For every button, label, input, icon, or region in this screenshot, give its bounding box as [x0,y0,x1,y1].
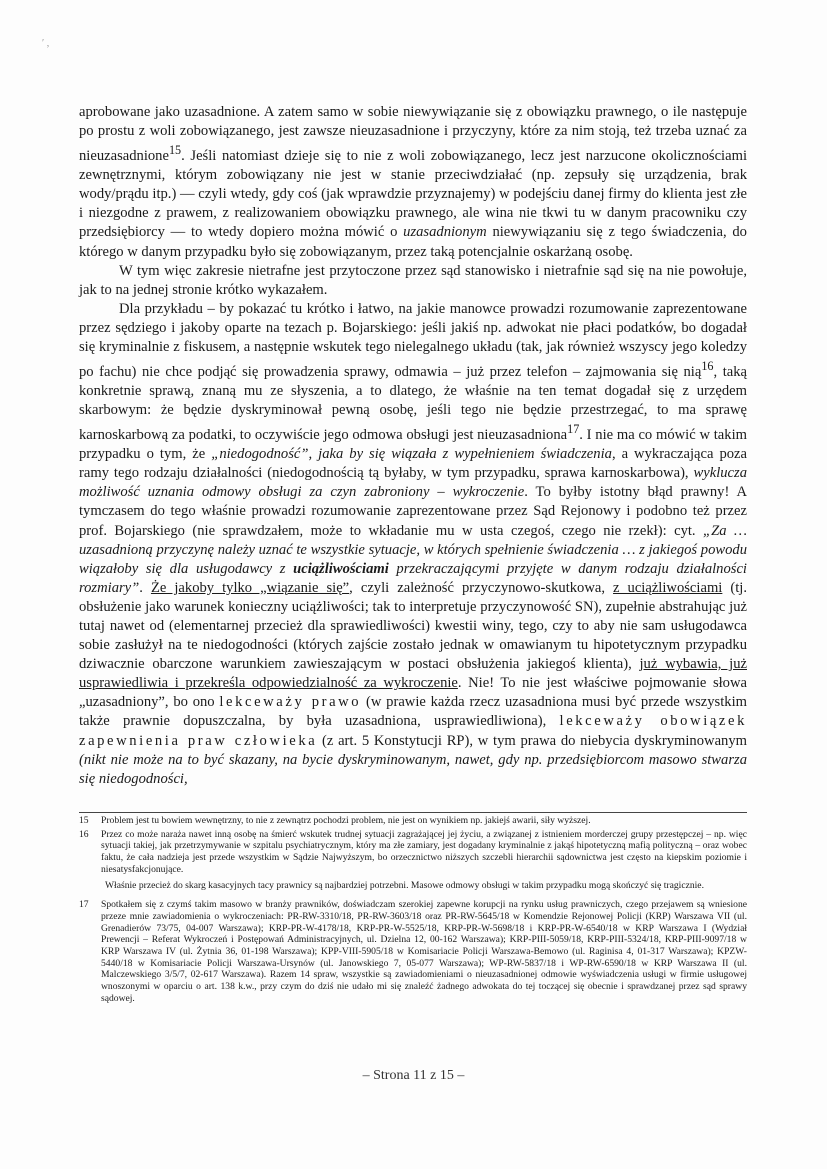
footnote-15 [79,815,747,827]
footnote-number: 17 [79,899,89,911]
footnote-number: 15 [79,815,89,826]
text-run: (z art. 5 Konstytucji RP), w tym prawa do niebycia dyskryminowanym [317,732,747,749]
footnote-paragraph: Spotkałem się z czymś takim masowo w branży prawników, doświadczam szerokiej zapewne korupcji na rynku usług prawniczych, czego przejawem są wniesione przeze mnie zawiadomienia o wykroczeniach: PR-RW-3310/18, PR-RW-3603/18 oraz PR-RW-5645/18 w Komendzie Rejonowej Policji (KRP) Warszawa VII (ul. Grenadierów 73/75, 04-007 Warszawa); KRP-PR-W-4178/18, KRP-PR-W-5525/18, KRP-PR-W-5698/18 i KRP-PR-W-6540/18 w KRP Warszawa I (Wydział Prewencji – Referat Wykroczeń i Postępowań Administracyjnych, ul. Dzielna 12, 00-162 Warszawa); KRP-PIII-5059/18, KRP-PIII-5324/18, KRP-PIII-9097/18 w KRP Warszawa IV (ul. Żytnia 36, 01-198 Warszawa); KPP-VIII-5905/18 w Komisariacie Policji Warszawa-Bemowo (ul. Raginisa 4, 01-317 Warszawa); KPZW-5440/18 w Komisariacie Policji Warszawa-Ursynów (ul. Janowskiego 7, 05-077 Warszawa); WP-RW-5837/18 i WP-RW-6590/18 w KRP Warszawa II (ul. Malczewskiego 3/5/7, 02-617 Warszawa). Razem 14 spraw, wszystkie są zawiadomieniami o nieuzasadnionej odmowie wyświadczenia usługi w firmie usługowej wnoszonymi w oparciu o art. 138 k.w., przy czym do dziś nie udało mi się znaleźć żadnego adwokata do tej toczącej się obecnie i sprawdzanej przez sąd sprawy sądowej. [101,899,747,1004]
text-run: , a wykraczająca poza ramy tego rodzaju działalności (niedogodnością tą byłaby, w tym przypadku, sprawa karnoskarbowa), [79,446,747,482]
footnote-ref-16[interactable]: 16 [701,359,714,374]
underlined-text: Że jakoby tylko „wiązanie się” [150,579,350,596]
text-run: Dla przykładu – by pokazać tu krótko i łatwo, na jakie manowce prowadzi rozumowanie zaprezentowane przez sędziego i jakoby oparte na tezach p. Bojarskiego: jeśli jakiś np. adwokat nie płaci podatków, bo dogadał się kryminalnie z fiskusem, a następnie wskutek tego nielegalnego układu (tak, jak również wszyscy jego koledzy po fachu) nie chce podjąć się prowadzenia sprawy, odmawia – już przez telefon – zajmowania się nią [79,300,747,380]
emphasis-text: wyklucza możliwość uznania odmowy obsługi za czyn zabroniony – wykroczenie [79,465,747,501]
text-run: aprobowane jako uzasadnione. A zatem samo w sobie niewywiązanie się z obowiązku prawnego, o ile następuje po prostu z woli zobowiązanego, jest zawsze nieuzasadnione i przyczyny, które za nim stoją, też trzeba uznać za nieuzasadnione [79,104,747,165]
emphasis-text: „niedogodność”, jaka by się wiązała z wypełnieniem świadczenia [211,446,612,463]
paragraph-1 [79,103,747,262]
footnote-paragraph: Przez co może naraża nawet inną osobę na śmierć wskutek trudnej sytuacji zagrażającej jej życiu, a związanej z istnieniem morderczej grupy przestępczej – np. więc sytuacji takiej, jak przetrzymywanie w szpitalu psychiatrycznym, który ma złe zamiary, jest dogadany kryminalnie z jakąś hipotetyczną mafią polityczną – oraz wobec faktu, że cała nadzieja jest przede wszystkim w Sądzie Najwyższym, bo orzecznictwo niższych szczebli hierarchii sądownictwa jest często na kiepskim poziomie i niesatysfakcjonujące. [101,828,747,875]
text-run: (tj. obsłużenie jako warunek konieczny uciążliwości; tak to interpretuje przyczynowość SN), zupełnie abstrahując już tutaj nawet od (elementarnej przecież dla sprawiedliwości) kwestii winy, tego, czy to aby nie sam usługodawca sobie zasłużył na te niedogodności (których zajście zostało jednak w omawianym tu hipotetycznym przypadku dziwacznie obarczone warunkiem zawieszającym w postaci obsłużenia jakiegoś klienta), [79,579,747,673]
spaced-text: lekceważy obowiązek zapewnienia praw człowieka [79,713,747,749]
text-run: . Nie! To nie jest właściwe pojmowanie słowa „uzasadniony”, bo ono [79,675,747,711]
underlined-text: z uciążliwościami [613,579,723,596]
quotation-bold: uciążliwościami [293,560,389,577]
quotation: przekraczającymi przyjęte w danym rodzaju działalności rozmiary” [79,560,747,596]
footnote-paragraph: Problem jest tu bowiem wewnętrzny, to nie z zewnątrz pochodzi problem, nie jest on wynikiem np. jakiejś awarii, siły wyższej. [101,815,591,826]
page-number: – Strona 11 z 15 – [362,1068,465,1083]
text-run: , taką konkretnie sprawą, znaną mu ze słyszenia, a to dlatego, że właśnie na ten temat dogadał się z urzędem skarbowym: że będzie dyskryminował pewną osobę, jeśli tego nie będzie przestrzegać, to ma sprawę karnoskarbową za podatki, to oczywiście jego odmowa obsługi jest nieuzasadniona [79,363,748,444]
footnote-text [101,899,747,1004]
margin-marks: ′ , [42,38,50,49]
footnote-ref-15[interactable]: 15 [168,143,182,158]
paragraph-2: W tym więc zakresie nietrafne jest przytoczone przez sąd stanowisko i nietrafnie sąd się na nie powołuje, jak to na jednej stronie krótko wykazałem. [79,262,747,298]
quotation: „Za … uzasadnioną przyczynę należy uznać te wszystkie sytuacje, w których spełnienie świadczenia … z jakiegoś powodu wiązałoby się dla usługodawcy z [79,522,747,577]
text-run: (w prawie każda rzecz uzasadniona musi być przede wszystkim także prawnie dopuszczalna, by była uzasadniona, usprawiedliwiona), [79,694,747,730]
text-run: . I nie ma co mówić w takim przypadku o tym, że [79,427,747,463]
paragraph-3 [79,300,747,789]
text-run: . To byłby istotny błąd prawny! A tymczasem do tego właśnie prowadzi rozumowanie zaprezentowane przez Sąd Rejonowy i podobno też przez prof. Bojarskiego (nie sprawdzałem, może to wkładanie mu w usta czegoś, czego nie rzekł): cyt. [79,484,747,539]
footnote-text [101,829,747,892]
footnote-ref-17[interactable]: 17 [567,422,580,437]
footnote-number: 16 [79,828,89,840]
text-run: niewywiązaniu się z tego świadczenia, do którego w danym przypadku było się zobowiązanym, przez taką potencjalnie oskarżaną osobę. [79,224,747,260]
footnote-separator [79,812,747,813]
footnote-17 [79,899,747,1004]
footnotes [79,815,747,1007]
main-text [79,103,747,789]
footnote-16 [79,829,747,892]
footnote-paragraph: Właśnie przecież do skarg kasacyjnych tacy prawnicy są najbardziej potrzebni. Masowe odmowy obsługi w takim przypadku mogą skończyć się tragicznie. [105,879,704,891]
text-run: . Jeśli natomiast dzieje się to nie z woli zobowiązanego, lecz jest narzucone okolicznościami zewnętrznymi, którym zobowiązany nie jest w stanie przeciwdziałać (np. zepsuły się urządzenia, brak wody/prądu itp.) — czyli wtedy, gdy coś (jak wprawdzie przyznajemy) w podejściu danej firmy do klienta jest złe i niezgodne z prawem, z realizowaniem obowiązku prawnego, ale wina nie tkwi tu w danym pracowniku czy przedsiębiorcy — to wtedy dopiero można mówić o [79,148,747,241]
footnote-text [101,815,747,827]
underlined-text: już wybawia, już usprawiedliwia i przekreśla odpowiedzialność za wykroczenie [79,656,747,692]
emphasis-text: (nikt nie może na to być skazany, na bycie dyskryminowanym, nawet, gdy np. przedsiębiorcom masowo stwarza się niedogodności, [79,751,747,787]
spaced-text: lekceważy prawo [219,694,362,711]
text-run: , czyli zależność przyczynowo-skutkowa, [349,579,614,596]
text-run: . [139,579,151,596]
emphasis-text: uzasadnionym [403,224,487,241]
